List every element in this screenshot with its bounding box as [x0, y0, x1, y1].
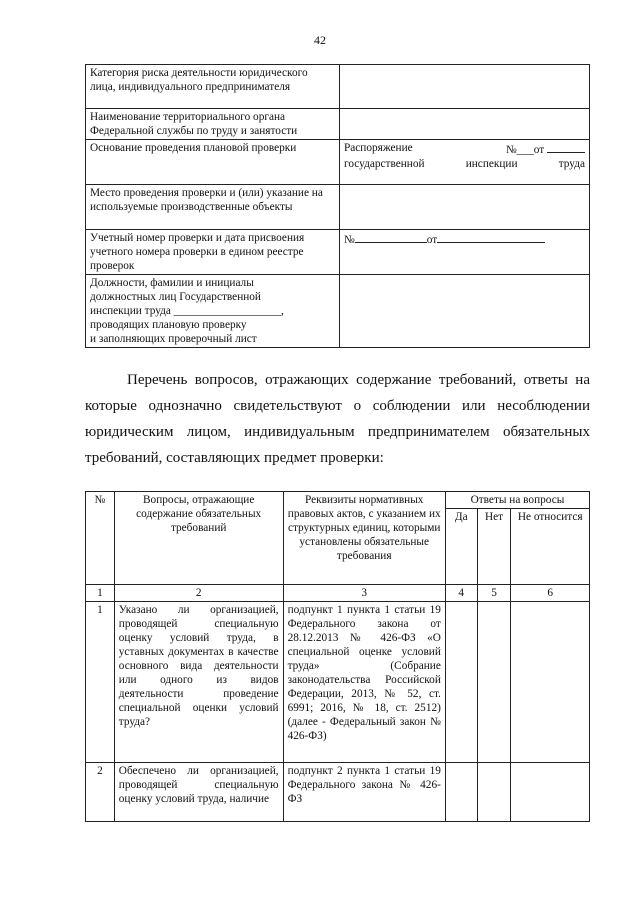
column-number: 4 — [445, 585, 477, 602]
answer-yes-cell[interactable] — [445, 763, 477, 822]
info-row-risk-category — [86, 65, 590, 109]
checklist-row — [86, 602, 590, 763]
registration-date-label: от — [426, 234, 438, 246]
info-value[interactable] — [340, 65, 590, 109]
column-number: 2 — [114, 585, 283, 602]
info-value[interactable] — [340, 275, 590, 348]
answer-yes-cell[interactable] — [445, 602, 477, 763]
checklist-header-row — [86, 492, 590, 509]
row-number: 2 — [86, 763, 115, 822]
row-requisite: подпункт 2 пункта 1 статьи 19 Федерального закона № 426-ФЗ — [283, 763, 445, 822]
checklist-table — [85, 491, 590, 822]
label-line: и заполняющих проверочный лист — [90, 333, 257, 345]
label-line: должностных лиц Государственной — [90, 291, 261, 303]
column-number: 1 — [86, 585, 115, 602]
info-row-inspection-place — [86, 185, 590, 230]
header-no: № — [86, 492, 115, 585]
header-not-applicable: Не относится — [511, 509, 590, 585]
info-value[interactable] — [340, 109, 590, 140]
answer-not-applicable-cell[interactable] — [511, 602, 590, 763]
info-value[interactable] — [340, 185, 590, 230]
info-label: Наименование территориального органа Федеральной службы по труду и занятости — [86, 109, 340, 140]
info-label: Категория риска деятельности юридического лица, индивидуального предпринимателя — [86, 65, 340, 109]
info-label: Основание проведения плановой проверки — [86, 140, 340, 185]
order-text: инспекции — [465, 158, 518, 170]
label-line: инспекции труда ___________________, — [90, 305, 284, 317]
info-row-inspectors — [86, 275, 590, 348]
info-row-territorial-body — [86, 109, 590, 140]
intro-text: Перечень вопросов, отражающих содержание требований, ответы на которые однозначно свидетельствуют о соблюдении или несоблюдении юридическим лицом, индивидуальным предпринимателем обязательных требований, составляющих предмет проверки: — [85, 372, 590, 466]
registration-number-label: № — [344, 234, 355, 246]
label-line: проводящих плановую проверку — [90, 319, 247, 331]
order-label: Распоряжение — [344, 142, 413, 154]
header-no-answer: Нет — [477, 509, 511, 585]
column-number: 5 — [477, 585, 511, 602]
row-question: Обеспечено ли организацией, проводящей специальную оценку условий труда, наличие — [114, 763, 283, 822]
header-yes: Да — [445, 509, 477, 585]
header-questions: Вопросы, отражающие содержание обязательных требований — [114, 492, 283, 585]
info-row-inspection-basis — [86, 140, 590, 185]
row-requisite: подпункт 1 пункта 1 статьи 19 Федерального закона от 28.12.2013 № 426-ФЗ «О специальной оценке условий труда» (Собрание законодательства Российской Федерации, 2013, № 52, ст. 6991; 2016, № 18, ст. 2512) (далее - Федеральный закон № 426-ФЗ) — [283, 602, 445, 763]
info-label-inspectors — [86, 275, 340, 348]
checklist-row — [86, 763, 590, 822]
answer-not-applicable-cell[interactable] — [511, 763, 590, 822]
column-number: 6 — [511, 585, 590, 602]
order-text: государственной — [344, 158, 425, 170]
info-value-registration[interactable] — [340, 230, 590, 275]
label-line: Должности, фамилии и инициалы — [90, 277, 254, 289]
checklist-intro — [85, 367, 590, 471]
answer-no-cell[interactable] — [477, 602, 511, 763]
header-answers: Ответы на вопросы — [445, 492, 589, 509]
answer-no-cell[interactable] — [477, 763, 511, 822]
info-value-order[interactable] — [340, 140, 590, 185]
order-text: труда — [558, 158, 585, 170]
info-row-registration-number — [86, 230, 590, 275]
row-question: Указано ли организацией, проводящей специальную оценку условий труда, в уставных документах в качестве основного вида деятельности или одного из видов деятельности проведение специальной оценки условий труда? — [114, 602, 283, 763]
info-label: Место проведения проверки и (или) указание на используемые производственные объекты — [86, 185, 340, 230]
page-number: 42 — [314, 33, 326, 47]
order-number: №___от — [506, 144, 545, 156]
inspection-info-table — [85, 64, 590, 348]
column-number: 3 — [283, 585, 445, 602]
header-requisites: Реквизиты нормативных правовых актов, с указанием их структурных единиц, которыми установлены обязательные требования — [283, 492, 445, 585]
column-number-row — [86, 585, 590, 602]
info-label: Учетный номер проверки и дата присвоения учетного номера проверки в едином реестре проверок — [86, 230, 340, 275]
row-number: 1 — [86, 602, 115, 763]
